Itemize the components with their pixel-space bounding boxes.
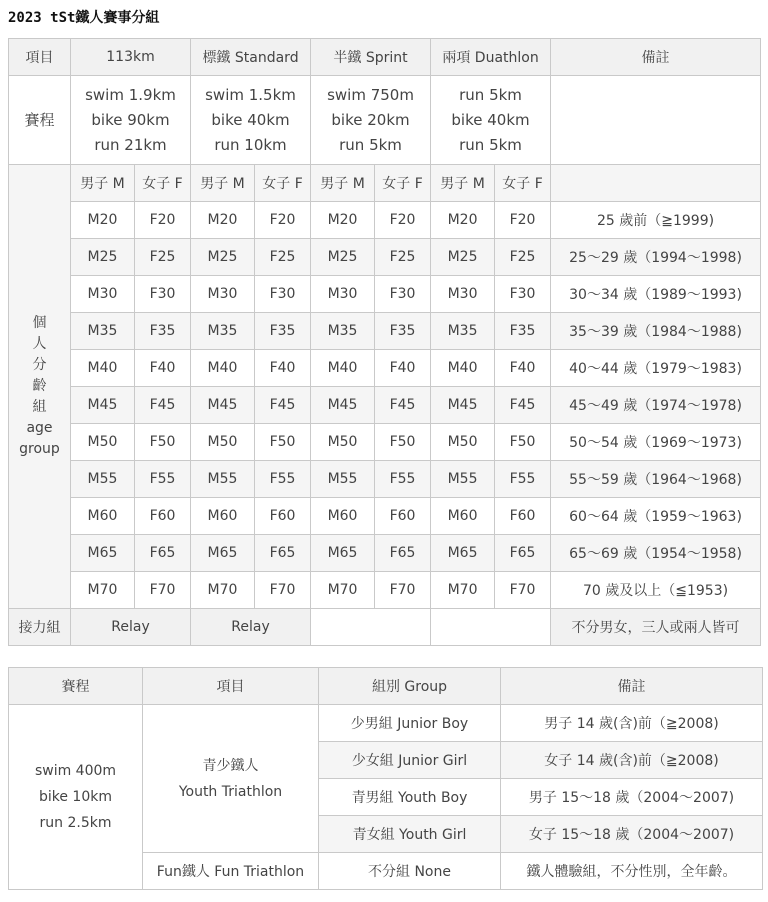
age-note: 25～29 歲（1994～1998) [551, 239, 761, 276]
relay-note: 不分男女，三人或兩人皆可 [551, 609, 761, 646]
female-group-code: F25 [135, 239, 191, 276]
male-group-code: M45 [191, 387, 255, 424]
female-group-code: F70 [255, 572, 311, 609]
page-title: 2023 tSt鐵人賽事分組 [8, 10, 160, 26]
female-group-code: F20 [495, 202, 551, 239]
youth-course [9, 705, 143, 890]
female-group-code: F70 [135, 572, 191, 609]
age-note: 70 歲及以上（≦1953) [551, 572, 761, 609]
course-standard [191, 76, 311, 165]
age-note: 25 歲前（≧1999) [551, 202, 761, 239]
age-group-row [9, 202, 761, 239]
male-group-code: M55 [71, 461, 135, 498]
female-group-code: F40 [375, 350, 431, 387]
female-group-code: F50 [495, 424, 551, 461]
fun-group: 不分組 None [319, 853, 501, 890]
female-group-code: F55 [375, 461, 431, 498]
female-group-code: F45 [255, 387, 311, 424]
gender-female: 女子 F [375, 165, 431, 202]
age-note: 40～44 歲（1979～1983) [551, 350, 761, 387]
age-group-label-char: 人 [32, 336, 47, 352]
age-note: 55～59 歲（1964～1968) [551, 461, 761, 498]
male-group-code: M35 [71, 313, 135, 350]
female-group-code: F50 [375, 424, 431, 461]
female-group-code: F55 [135, 461, 191, 498]
relay-sprint-empty [311, 609, 431, 646]
gender-female: 女子 F [135, 165, 191, 202]
male-group-code: M70 [191, 572, 255, 609]
age-group-label-char: 齡 [32, 378, 47, 394]
gender-male: 男子 M [191, 165, 255, 202]
age-group-table [8, 38, 761, 646]
age-note: 50～54 歲（1969～1973) [551, 424, 761, 461]
male-group-code: M20 [191, 202, 255, 239]
age-note: 60～64 歲（1959～1963) [551, 498, 761, 535]
age-group-row [9, 239, 761, 276]
gender-male: 男子 M [71, 165, 135, 202]
fun-item: Fun鐵人 Fun Triathlon [143, 853, 319, 890]
female-group-code: F45 [375, 387, 431, 424]
course-note-empty [551, 76, 761, 165]
header-113km: 113km [71, 39, 191, 76]
youth-table [8, 667, 763, 890]
fun-note: 鐵人體驗組，不分性別，全年齡。 [501, 853, 763, 890]
youth-item-line: 青少鐵人 [202, 757, 259, 774]
course-label: 賽程 [9, 76, 71, 165]
female-group-code: F25 [255, 239, 311, 276]
age-group-row [9, 572, 761, 609]
gender-row [9, 165, 761, 202]
header-notes: 備註 [551, 39, 761, 76]
youth-group: 少女組 Junior Girl [319, 742, 501, 779]
male-group-code: M30 [71, 276, 135, 313]
male-group-code: M40 [191, 350, 255, 387]
female-group-code: F65 [255, 535, 311, 572]
age-group-row [9, 313, 761, 350]
youth-header-course: 賽程 [9, 668, 143, 705]
male-group-code: M45 [431, 387, 495, 424]
male-group-code: M40 [431, 350, 495, 387]
female-group-code: F45 [135, 387, 191, 424]
header-duathlon: 兩項 Duathlon [431, 39, 551, 76]
female-group-code: F50 [255, 424, 311, 461]
course-row [9, 76, 761, 165]
youth-group: 少男組 Junior Boy [319, 705, 501, 742]
male-group-code: M25 [431, 239, 495, 276]
youth-row [9, 705, 763, 742]
male-group-code: M70 [71, 572, 135, 609]
age-note: 45～49 歲（1974～1978) [551, 387, 761, 424]
female-group-code: F65 [375, 535, 431, 572]
youth-item [143, 705, 319, 853]
male-group-code: M55 [311, 461, 375, 498]
male-group-code: M70 [311, 572, 375, 609]
female-group-code: F60 [135, 498, 191, 535]
male-group-code: M30 [191, 276, 255, 313]
male-group-code: M25 [311, 239, 375, 276]
age-group-row [9, 350, 761, 387]
male-group-code: M35 [431, 313, 495, 350]
youth-header-notes: 備註 [501, 668, 763, 705]
gender-female: 女子 F [255, 165, 311, 202]
female-group-code: F35 [495, 313, 551, 350]
male-group-code: M40 [311, 350, 375, 387]
youth-note: 男子 15～18 歲（2004～2007) [501, 779, 763, 816]
age-group-label [9, 165, 71, 609]
female-group-code: F30 [135, 276, 191, 313]
header-sprint: 半鐵 Sprint [311, 39, 431, 76]
male-group-code: M20 [311, 202, 375, 239]
male-group-code: M50 [191, 424, 255, 461]
age-note: 30～34 歲（1989～1993) [551, 276, 761, 313]
female-group-code: F45 [495, 387, 551, 424]
male-group-code: M25 [191, 239, 255, 276]
youth-header-item: 項目 [143, 668, 319, 705]
female-group-code: F30 [255, 276, 311, 313]
female-group-code: F30 [375, 276, 431, 313]
youth-item-line: Youth Triathlon [178, 783, 283, 800]
male-group-code: M35 [311, 313, 375, 350]
age-group-label-char: 個 [32, 315, 47, 331]
male-group-code: M70 [431, 572, 495, 609]
youth-note: 男子 14 歲(含)前（≧2008) [501, 705, 763, 742]
female-group-code: F60 [255, 498, 311, 535]
gender-note-empty [551, 165, 761, 202]
male-group-code: M35 [191, 313, 255, 350]
age-note: 35～39 歲（1984～1988) [551, 313, 761, 350]
course-sprint [311, 76, 431, 165]
female-group-code: F20 [135, 202, 191, 239]
relay-row [9, 609, 761, 646]
course-line: bike 10km [38, 789, 112, 805]
course-line: bike 20km [331, 110, 410, 129]
male-group-code: M20 [71, 202, 135, 239]
male-group-code: M25 [71, 239, 135, 276]
relay-113km: Relay [71, 609, 191, 646]
female-group-code: F40 [495, 350, 551, 387]
course-line: run 2.5km [39, 815, 112, 831]
female-group-code: F55 [255, 461, 311, 498]
course-line: swim 400m [34, 763, 117, 779]
age-group-row [9, 535, 761, 572]
age-group-row [9, 387, 761, 424]
male-group-code: M50 [311, 424, 375, 461]
female-group-code: F70 [495, 572, 551, 609]
age-group-row [9, 424, 761, 461]
age-group-label-char: group [19, 441, 60, 457]
course-line: run 5km [459, 85, 522, 104]
male-group-code: M55 [431, 461, 495, 498]
male-group-code: M45 [71, 387, 135, 424]
gender-male: 男子 M [311, 165, 375, 202]
male-group-code: M50 [431, 424, 495, 461]
male-group-code: M65 [191, 535, 255, 572]
youth-header-row [9, 668, 763, 705]
course-line: run 10km [214, 135, 287, 154]
youth-header-group: 組別 Group [319, 668, 501, 705]
female-group-code: F65 [495, 535, 551, 572]
male-group-code: M60 [431, 498, 495, 535]
male-group-code: M20 [431, 202, 495, 239]
table-header-row [9, 39, 761, 76]
header-standard: 標鐵 Standard [191, 39, 311, 76]
female-group-code: F55 [495, 461, 551, 498]
male-group-code: M60 [71, 498, 135, 535]
header-item: 項目 [9, 39, 71, 76]
relay-standard: Relay [191, 609, 311, 646]
male-group-code: M50 [71, 424, 135, 461]
relay-duathlon-empty [431, 609, 551, 646]
male-group-code: M65 [71, 535, 135, 572]
female-group-code: F20 [375, 202, 431, 239]
course-line: swim 750m [327, 85, 414, 104]
relay-label: 接力組 [9, 609, 71, 646]
youth-group: 青男組 Youth Boy [319, 779, 501, 816]
female-group-code: F65 [135, 535, 191, 572]
female-group-code: F35 [255, 313, 311, 350]
course-line: bike 40km [211, 110, 290, 129]
youth-note: 女子 15～18 歲（2004～2007) [501, 816, 763, 853]
female-group-code: F25 [375, 239, 431, 276]
male-group-code: M55 [191, 461, 255, 498]
male-group-code: M30 [431, 276, 495, 313]
female-group-code: F50 [135, 424, 191, 461]
course-line: bike 90km [91, 110, 170, 129]
gender-male: 男子 M [431, 165, 495, 202]
female-group-code: F40 [255, 350, 311, 387]
course-duathlon [431, 76, 551, 165]
youth-group: 青女組 Youth Girl [319, 816, 501, 853]
age-group-label-char: 分 [32, 357, 47, 373]
course-line: run 5km [339, 135, 402, 154]
female-group-code: F30 [495, 276, 551, 313]
male-group-code: M65 [311, 535, 375, 572]
course-line: run 5km [459, 135, 522, 154]
female-group-code: F60 [375, 498, 431, 535]
male-group-code: M60 [191, 498, 255, 535]
female-group-code: F35 [135, 313, 191, 350]
female-group-code: F35 [375, 313, 431, 350]
course-line: bike 40km [451, 110, 530, 129]
age-group-row [9, 498, 761, 535]
age-group-label-char: 組 [32, 399, 47, 415]
youth-note: 女子 14 歲(含)前（≧2008) [501, 742, 763, 779]
female-group-code: F60 [495, 498, 551, 535]
male-group-code: M40 [71, 350, 135, 387]
male-group-code: M30 [311, 276, 375, 313]
female-group-code: F70 [375, 572, 431, 609]
course-line: run 21km [94, 135, 167, 154]
male-group-code: M65 [431, 535, 495, 572]
course-113km [71, 76, 191, 165]
course-line: swim 1.9km [85, 85, 176, 104]
male-group-code: M60 [311, 498, 375, 535]
male-group-code: M45 [311, 387, 375, 424]
female-group-code: F20 [255, 202, 311, 239]
age-note: 65～69 歲（1954～1958) [551, 535, 761, 572]
gender-female: 女子 F [495, 165, 551, 202]
female-group-code: F40 [135, 350, 191, 387]
course-line: swim 1.5km [205, 85, 296, 104]
age-group-row [9, 461, 761, 498]
female-group-code: F25 [495, 239, 551, 276]
age-group-row [9, 276, 761, 313]
age-group-label-char: age [26, 420, 53, 436]
